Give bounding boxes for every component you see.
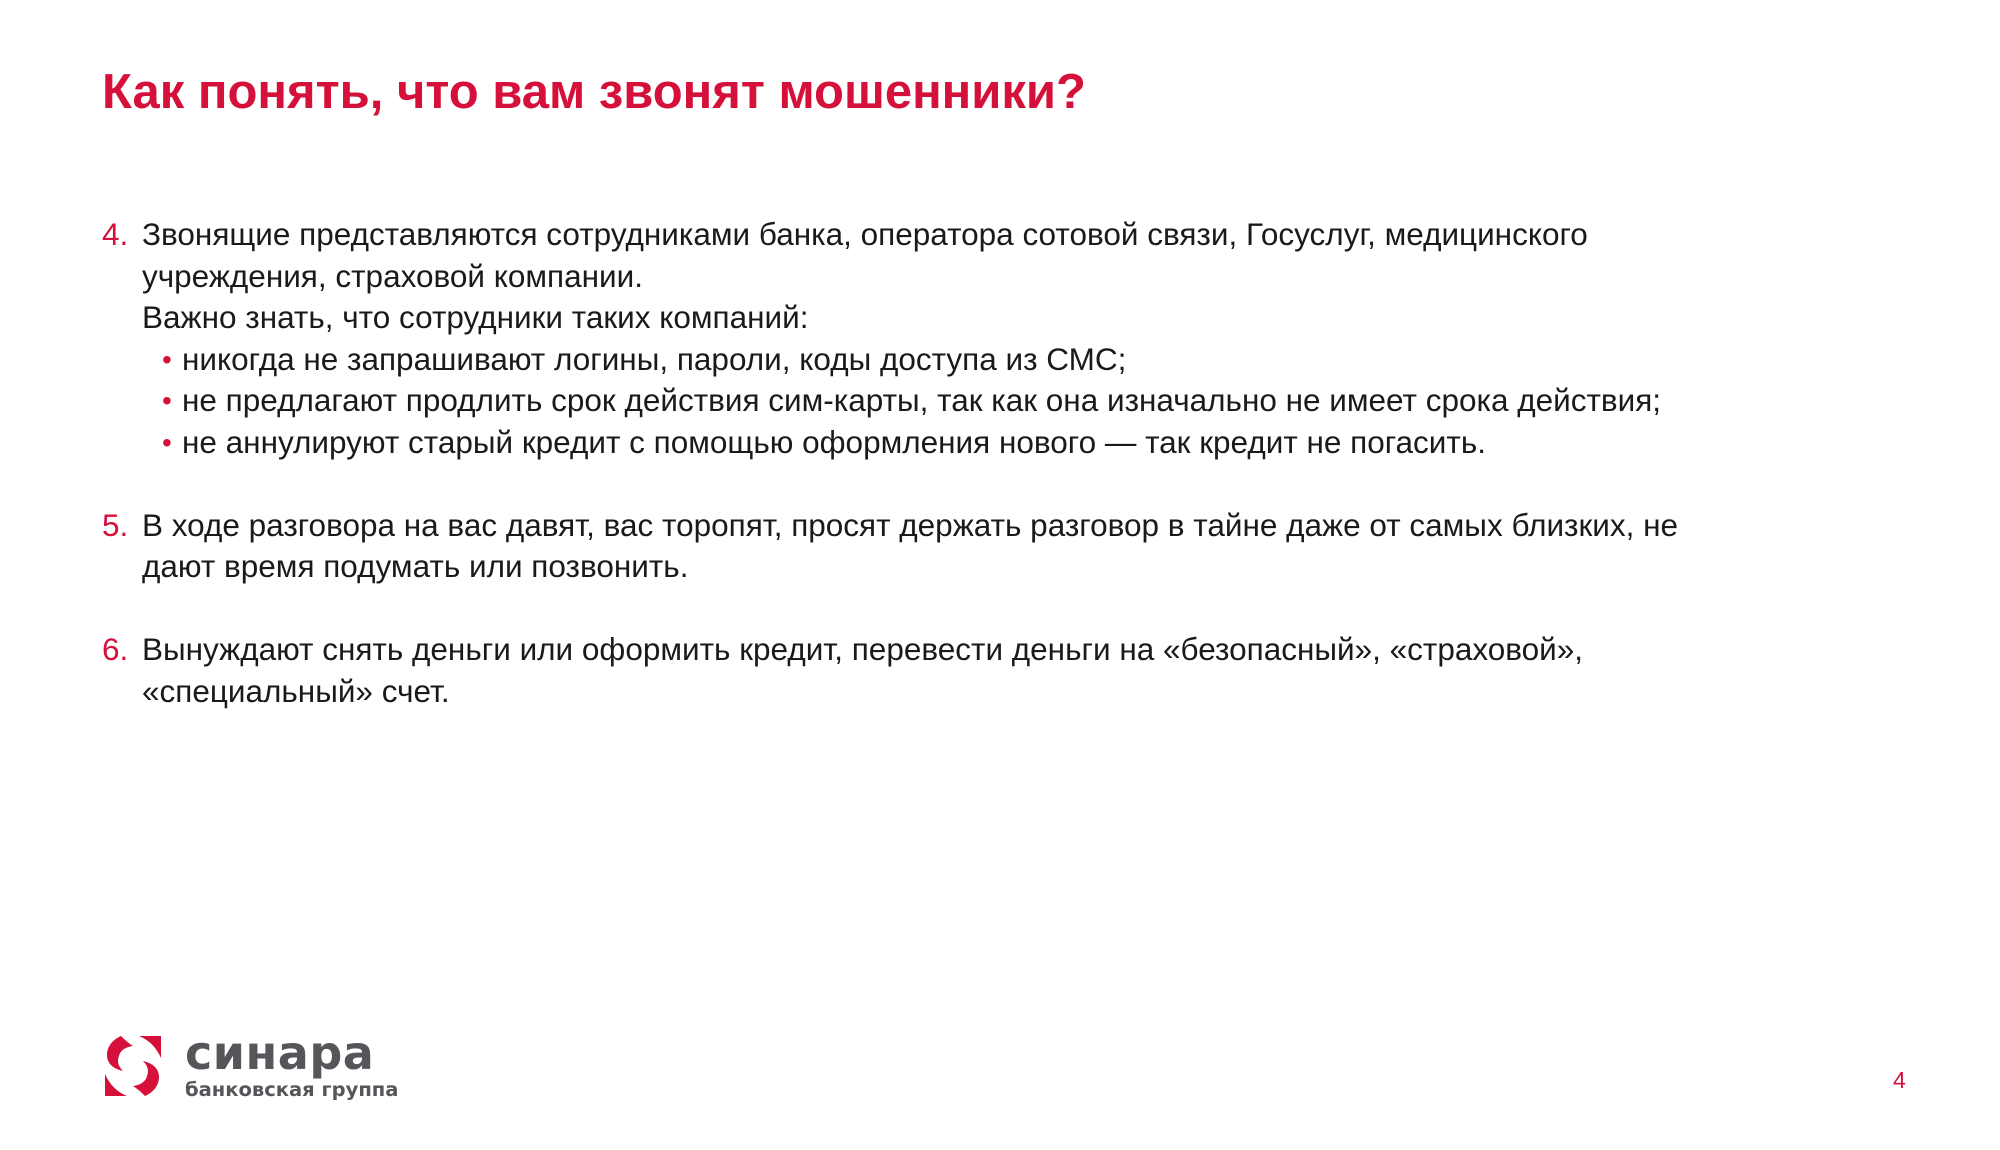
logo-subtitle: банковская группа <box>185 1078 399 1101</box>
item-text: Вынуждают снять деньги или оформить кредит, перевести деньги на «безопасный», «страховой», «специальный» счет. <box>142 631 1584 709</box>
item-number: 6. <box>102 631 129 667</box>
bullet-item <box>142 339 1722 381</box>
bullet-text: никогда не запрашивают логины, пароли, коды доступа из СМС; <box>182 340 1127 377</box>
bullet-dot: • <box>162 343 172 375</box>
item-number: 4. <box>102 216 129 252</box>
page-number: 4 <box>1893 1067 1906 1093</box>
bullet-item <box>142 422 1722 464</box>
logo-name: синара <box>185 1026 375 1080</box>
item-text: Звонящие представляются сотрудниками банка, оператора сотовой связи, Госуслуг, медицинского учреждения, страховой компании. <box>142 216 1588 294</box>
slide-content <box>102 214 1722 754</box>
list-item-4 <box>102 214 1722 463</box>
bullet-text: не аннулируют старый кредит с помощью оформления нового — так кредит не погасить. <box>182 423 1486 460</box>
bullet-list <box>142 339 1722 464</box>
bullet-dot: • <box>162 426 172 458</box>
company-logo <box>105 1026 399 1102</box>
item-text: Важно знать, что сотрудники таких компаний: <box>142 299 809 335</box>
logo-text <box>185 1026 399 1102</box>
list-item-5 <box>102 505 1722 588</box>
list-item-6 <box>102 629 1722 712</box>
item-number: 5. <box>102 506 129 543</box>
bullet-item <box>142 380 1722 422</box>
bullet-text: не предлагают продлить срок действия сим-карты, так как она изначально не имеет срока действия; <box>182 382 1662 418</box>
bullet-dot: • <box>162 385 172 416</box>
sinara-logo-icon <box>105 1036 161 1096</box>
slide-title: Как понять, что вам звонят мошенники? <box>102 65 1086 119</box>
item-text: В ходе разговора на вас давят, вас торопят, просят держать разговор в тайне даже от самых близких, не дают время подумать или позвонить. <box>142 506 1679 584</box>
